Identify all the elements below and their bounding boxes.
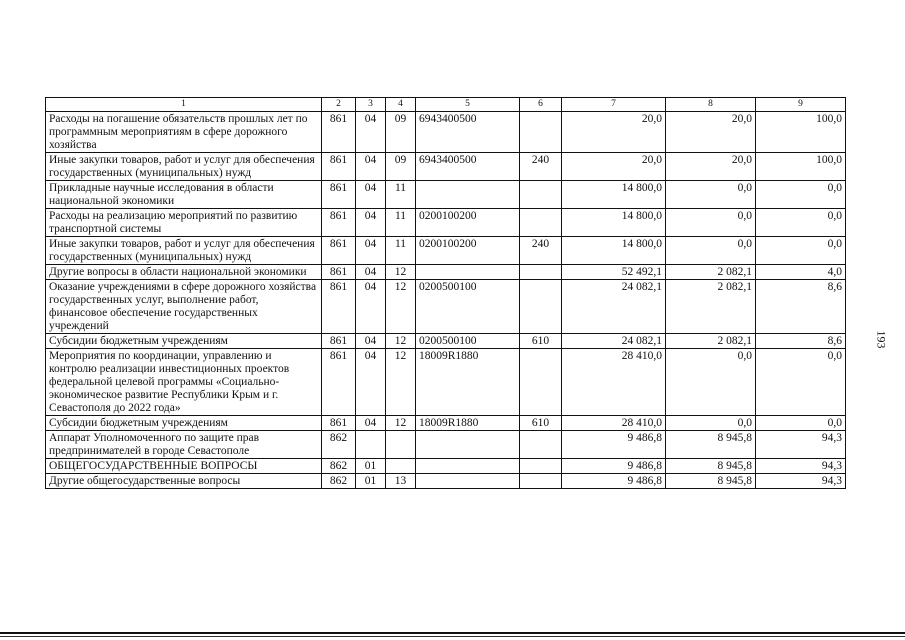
row-section-cell: 04 [356,181,386,209]
row-subsection-cell: 11 [386,181,416,209]
row-percent-cell: 8,6 [756,280,846,334]
row-subsection-cell: 12 [386,416,416,431]
row-subsection-cell: 12 [386,265,416,280]
table-row [46,181,846,209]
budget-table [45,97,846,489]
row-expense-type-cell [520,265,562,280]
scan-border-line-secondary [0,636,905,637]
row-section-cell: 04 [356,237,386,265]
row-executed-cell: 20,0 [666,112,756,153]
row-subsection-cell: 11 [386,237,416,265]
row-expense-type-cell [520,459,562,474]
row-expense-type-cell [520,474,562,489]
row-expense-type-cell [520,280,562,334]
row-planned-cell: 14 800,0 [562,209,666,237]
row-planned-cell: 9 486,8 [562,431,666,459]
row-section-cell: 01 [356,459,386,474]
table-row [46,265,846,280]
row-name-cell: Прикладные научные исследования в области национальной экономики [46,181,322,209]
table-row [46,474,846,489]
row-executed-cell: 2 082,1 [666,265,756,280]
row-planned-cell: 24 082,1 [562,334,666,349]
row-name-cell: ОБЩЕГОСУДАРСТВЕННЫЕ ВОПРОСЫ [46,459,322,474]
row-percent-cell: 0,0 [756,181,846,209]
row-name-cell: Другие вопросы в области национальной экономики [46,265,322,280]
header-cell: 7 [562,98,666,112]
row-grbs-cell: 861 [322,416,356,431]
row-subsection-cell: 13 [386,474,416,489]
row-target-article-cell: 18009R1880 [416,416,520,431]
scan-border-line [0,632,905,634]
row-executed-cell: 0,0 [666,209,756,237]
row-grbs-cell: 862 [322,459,356,474]
row-target-article-cell: 0200100200 [416,237,520,265]
row-subsection-cell: 12 [386,334,416,349]
row-name-cell: Иные закупки товаров, работ и услуг для обеспечения государственных (муниципальных) нужд [46,237,322,265]
row-grbs-cell: 861 [322,349,356,416]
row-expense-type-cell: 610 [520,334,562,349]
row-executed-cell: 8 945,8 [666,474,756,489]
row-name-cell: Расходы на погашение обязательств прошлых лет по программным мероприятиям в сфере дорожного хозяйства [46,112,322,153]
row-percent-cell: 100,0 [756,153,846,181]
row-name-cell: Мероприятия по координации, управлению и контролю реализации инвестиционных проектов федеральной целевой программы «Социально-экономическое развитие Республики Крым и г. Севастополя до 2022 года» [46,349,322,416]
row-executed-cell: 2 082,1 [666,334,756,349]
row-percent-cell: 0,0 [756,237,846,265]
header-cell: 6 [520,98,562,112]
row-target-article-cell: 0200500100 [416,280,520,334]
row-section-cell: 04 [356,153,386,181]
row-section-cell: 04 [356,112,386,153]
row-grbs-cell: 862 [322,474,356,489]
row-executed-cell: 8 945,8 [666,459,756,474]
row-target-article-cell [416,431,520,459]
table-row [46,459,846,474]
row-target-article-cell [416,459,520,474]
row-target-article-cell: 18009R1880 [416,349,520,416]
table-row [46,209,846,237]
row-subsection-cell: 11 [386,209,416,237]
row-name-cell: Субсидии бюджетным учреждениям [46,416,322,431]
row-section-cell: 04 [356,349,386,416]
row-planned-cell: 24 082,1 [562,280,666,334]
row-executed-cell: 0,0 [666,181,756,209]
page-number: 193 [874,330,889,349]
row-expense-type-cell [520,349,562,416]
row-percent-cell: 0,0 [756,416,846,431]
row-planned-cell: 14 800,0 [562,237,666,265]
row-grbs-cell: 861 [322,334,356,349]
row-name-cell: Иные закупки товаров, работ и услуг для обеспечения государственных (муниципальных) нужд [46,153,322,181]
row-planned-cell: 28 410,0 [562,416,666,431]
header-cell: 9 [756,98,846,112]
table-row [46,431,846,459]
row-executed-cell: 20,0 [666,153,756,181]
table-row [46,153,846,181]
row-grbs-cell: 861 [322,112,356,153]
row-name-cell: Аппарат Уполномоченного по защите прав предпринимателей в городе Севастополе [46,431,322,459]
row-expense-type-cell [520,181,562,209]
row-executed-cell: 0,0 [666,416,756,431]
row-grbs-cell: 861 [322,153,356,181]
row-planned-cell: 20,0 [562,112,666,153]
header-cell: 2 [322,98,356,112]
row-section-cell: 04 [356,280,386,334]
row-subsection-cell [386,431,416,459]
row-name-cell: Субсидии бюджетным учреждениям [46,334,322,349]
row-section-cell: 01 [356,474,386,489]
header-cell: 1 [46,98,322,112]
row-planned-cell: 20,0 [562,153,666,181]
row-expense-type-cell: 240 [520,153,562,181]
row-section-cell: 04 [356,209,386,237]
row-planned-cell: 14 800,0 [562,181,666,209]
row-percent-cell: 8,6 [756,334,846,349]
row-grbs-cell: 861 [322,209,356,237]
row-target-article-cell: 0200100200 [416,209,520,237]
row-subsection-cell: 12 [386,280,416,334]
table-row [46,280,846,334]
row-executed-cell: 0,0 [666,237,756,265]
row-percent-cell: 0,0 [756,349,846,416]
row-target-article-cell: 6943400500 [416,153,520,181]
row-subsection-cell: 09 [386,153,416,181]
table-row [46,112,846,153]
header-cell: 5 [416,98,520,112]
row-grbs-cell: 861 [322,280,356,334]
row-planned-cell: 9 486,8 [562,459,666,474]
table-row [46,237,846,265]
row-target-article-cell: 0200500100 [416,334,520,349]
row-percent-cell: 94,3 [756,431,846,459]
row-subsection-cell [386,459,416,474]
row-expense-type-cell: 610 [520,416,562,431]
row-percent-cell: 100,0 [756,112,846,153]
row-name-cell: Расходы на реализацию мероприятий по развитию транспортной системы [46,209,322,237]
row-name-cell: Оказание учреждениями в сфере дорожного хозяйства государственных услуг, выполнение работ, финансовое обеспечение государственных учреждений [46,280,322,334]
row-section-cell: 04 [356,416,386,431]
table-row [46,349,846,416]
row-planned-cell: 28 410,0 [562,349,666,416]
row-expense-type-cell [520,112,562,153]
table-row [46,334,846,349]
row-target-article-cell [416,474,520,489]
table-row [46,416,846,431]
row-grbs-cell: 861 [322,181,356,209]
row-executed-cell: 0,0 [666,349,756,416]
row-section-cell: 04 [356,265,386,280]
row-grbs-cell: 862 [322,431,356,459]
row-percent-cell: 94,3 [756,474,846,489]
row-target-article-cell: 6943400500 [416,112,520,153]
row-grbs-cell: 861 [322,265,356,280]
row-section-cell [356,431,386,459]
row-percent-cell: 94,3 [756,459,846,474]
header-cell: 3 [356,98,386,112]
row-expense-type-cell [520,431,562,459]
row-subsection-cell: 09 [386,112,416,153]
row-expense-type-cell: 240 [520,237,562,265]
row-expense-type-cell [520,209,562,237]
row-subsection-cell: 12 [386,349,416,416]
header-cell: 8 [666,98,756,112]
header-row [46,98,846,112]
row-section-cell: 04 [356,334,386,349]
row-planned-cell: 9 486,8 [562,474,666,489]
row-planned-cell: 52 492,1 [562,265,666,280]
row-executed-cell: 8 945,8 [666,431,756,459]
row-executed-cell: 2 082,1 [666,280,756,334]
row-name-cell: Другие общегосударственные вопросы [46,474,322,489]
row-percent-cell: 4,0 [756,265,846,280]
row-target-article-cell [416,265,520,280]
row-grbs-cell: 861 [322,237,356,265]
row-target-article-cell [416,181,520,209]
header-cell: 4 [386,98,416,112]
row-percent-cell: 0,0 [756,209,846,237]
